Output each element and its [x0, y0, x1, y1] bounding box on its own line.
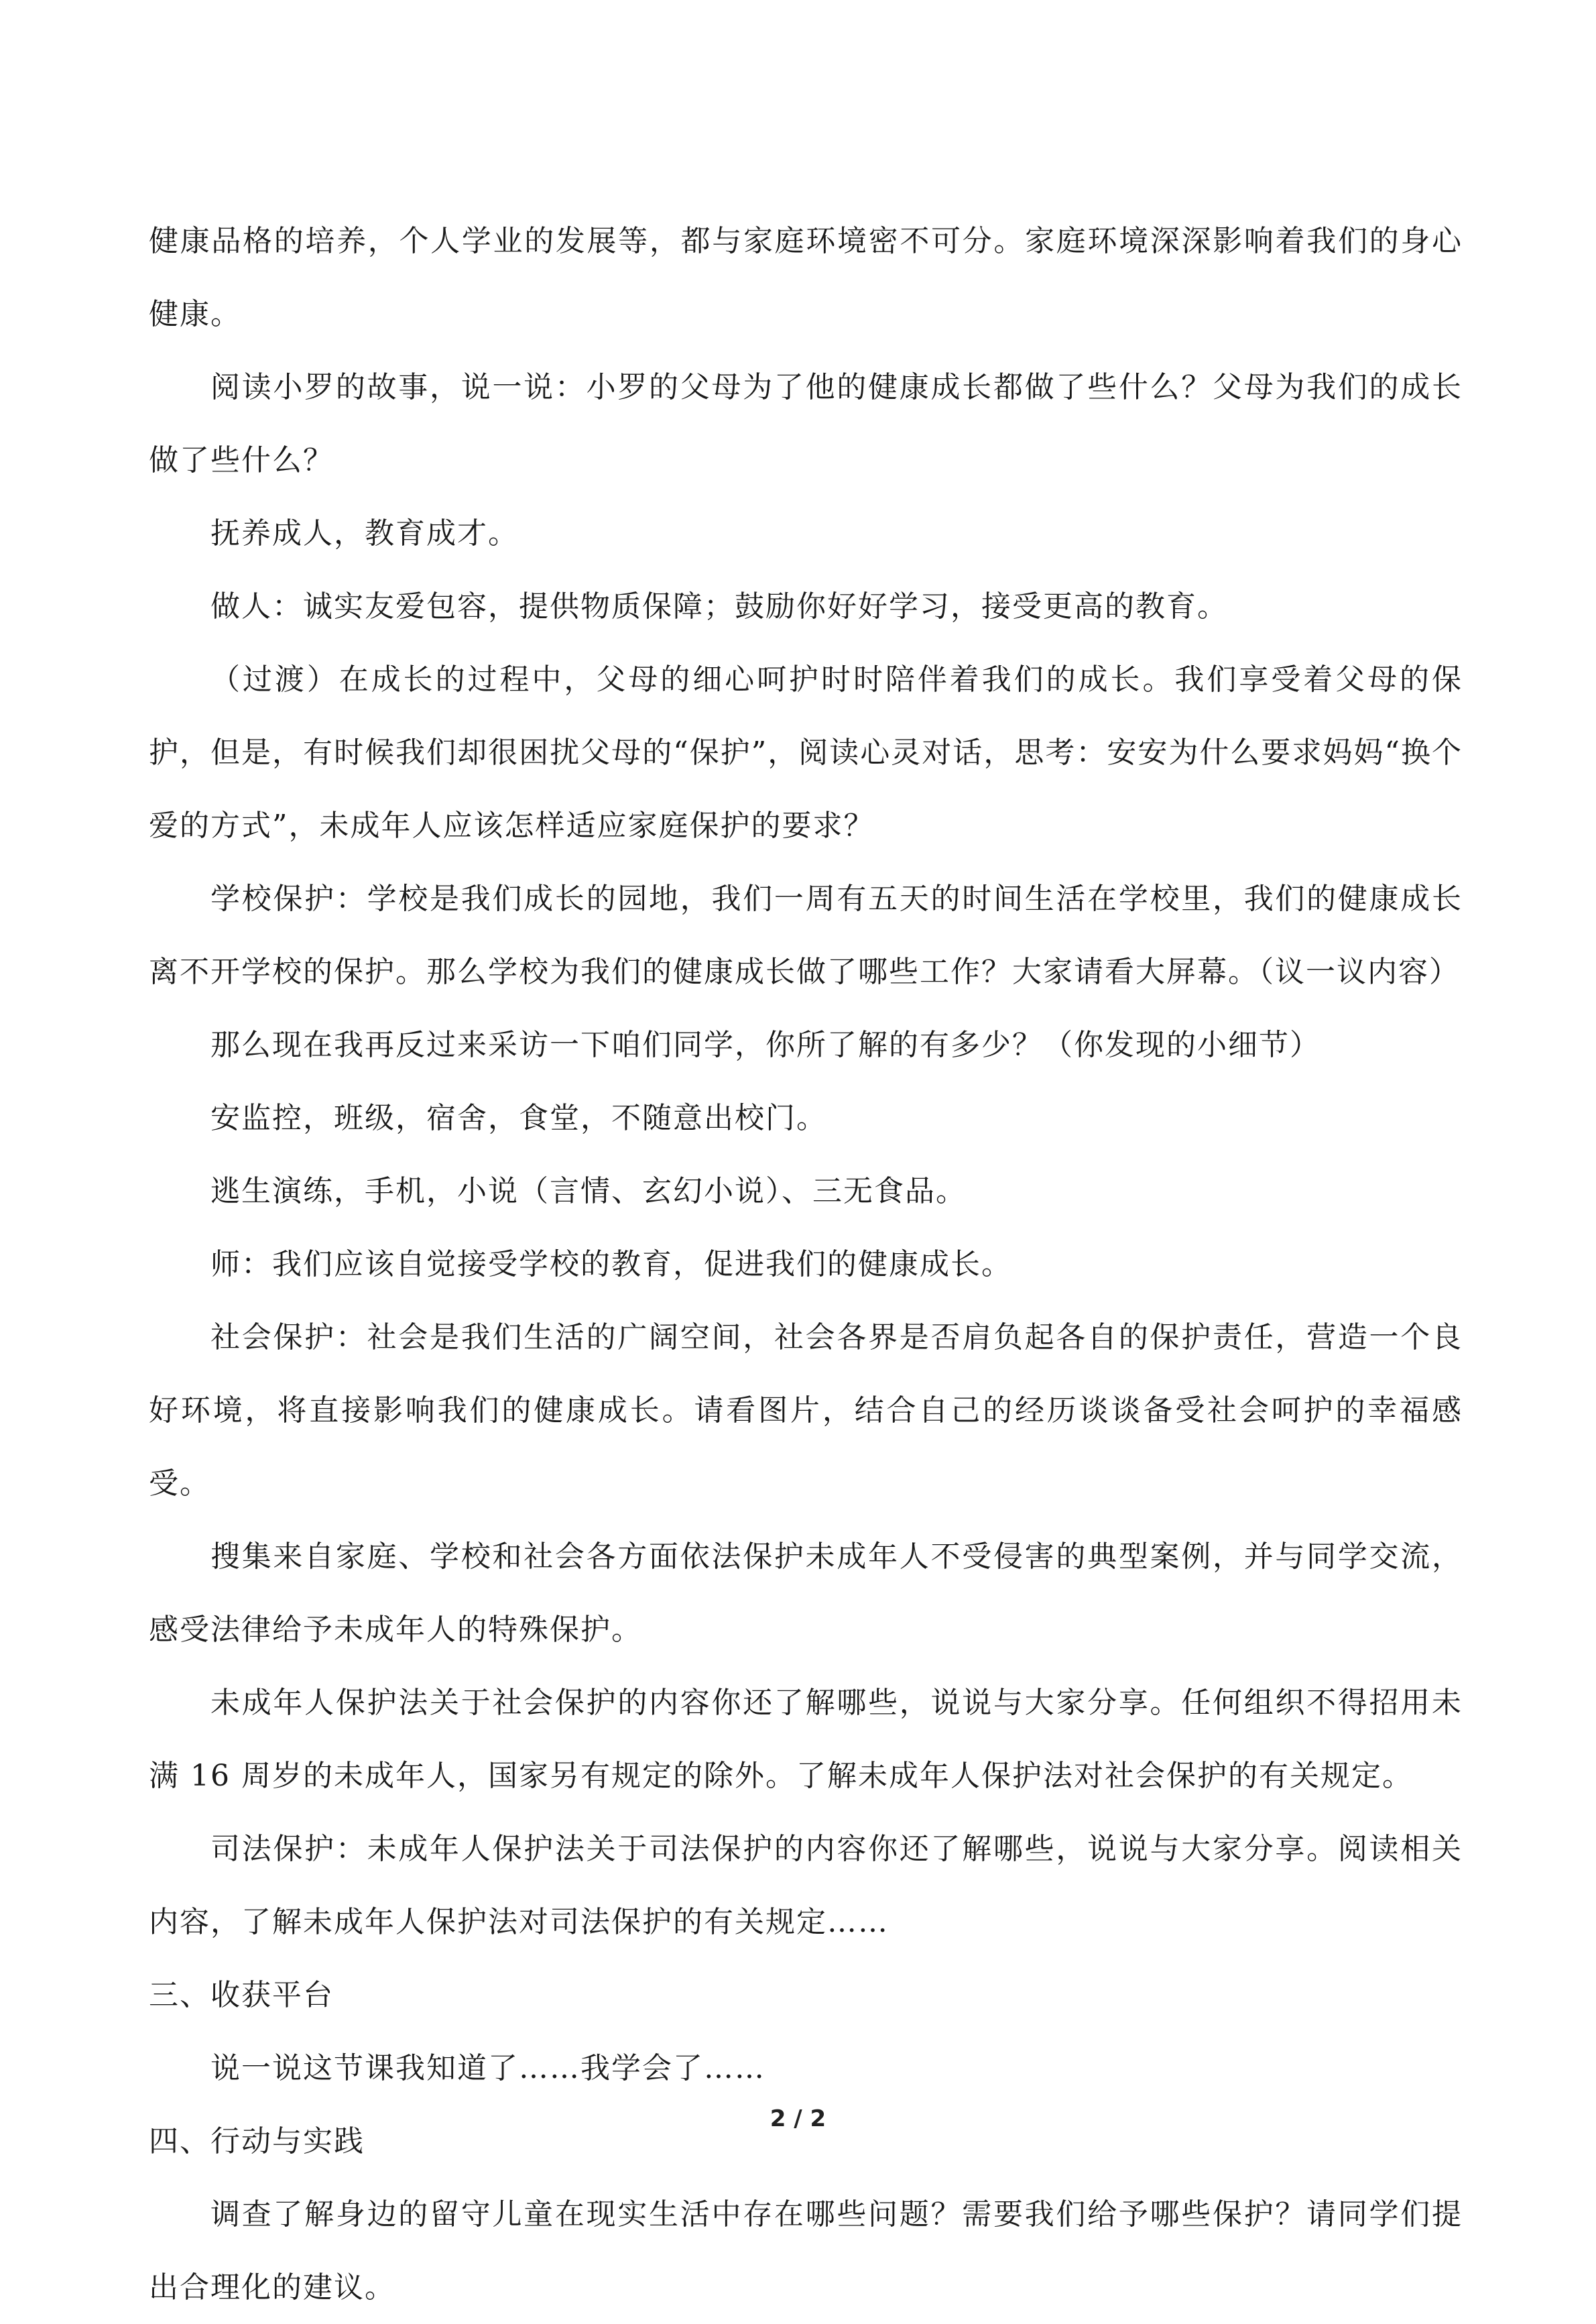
paragraph-minors-law-social: 未成年人保护法关于社会保护的内容你还了解哪些，说说与大家分享。任何组织不得招用未满 16 周岁的未成年人，国家另有规定的除外。了解未成年人保护法对社会保护的有关规定。	[149, 1686, 1463, 1793]
document-body	[149, 205, 1463, 2324]
paragraph-be-a-person: 做人：诚实友爱包容，提供物质保障；鼓励你好好学习，接受更高的教育。	[210, 589, 1228, 624]
section-heading-harvest: 三、收获平台	[149, 1978, 334, 2012]
paragraph-interview-classmates: 那么现在我再反过来采访一下咱们同学，你所了解的有多少？（你发现的小细节）	[210, 1028, 1321, 1062]
page-number: 2 / 2	[770, 2105, 826, 2132]
paragraph-social-protection: 社会保护：社会是我们生活的广阔空间，社会各界是否肩负起各自的保护责任，营造一个良好环境，将直接影响我们的健康成长。请看图片，结合自己的经历谈谈备受社会呵护的幸福感受。	[149, 1320, 1463, 1501]
section-heading-action: 四、行动与实践	[149, 2124, 365, 2158]
paragraph-teacher-summary: 师：我们应该自觉接受学校的教育，促进我们的健康成长。	[210, 1247, 1012, 1281]
paragraph-school-measures-1: 安监控，班级，宿舍，食堂，不随意出校门。	[210, 1101, 827, 1135]
paragraph-family-environment: 健康品格的培养，个人学业的发展等，都与家庭环境密不可分。家庭环境深深影响着我们的身心健康。	[149, 224, 1463, 331]
paragraph-raise-educate: 抚养成人，教育成才。	[210, 516, 519, 550]
paragraph-left-behind-children: 调查了解身边的留守儿童在现实生活中存在哪些问题？需要我们给予哪些保护？请同学们提出合理化的建议。	[149, 2197, 1463, 2305]
paragraph-collect-cases: 搜集来自家庭、学校和社会各方面依法保护未成年人不受侵害的典型案例，并与同学交流，感受法律给予未成年人的特殊保护。	[149, 1539, 1463, 1647]
paragraph-judicial-protection: 司法保护：未成年人保护法关于司法保护的内容你还了解哪些，说说与大家分享。阅读相关内容，了解未成年人保护法对司法保护的有关规定……	[149, 1832, 1463, 1939]
paragraph-what-learned: 说一说这节课我知道了……我学会了……	[210, 2051, 765, 2085]
paragraph-school-protection: 学校保护：学校是我们成长的园地，我们一周有五天的时间生活在学校里，我们的健康成长离不开学校的保护。那么学校为我们的健康成长做了哪些工作？大家请看大屏幕。（议一议内容）	[149, 882, 1463, 989]
paragraph-xiaoluo-story: 阅读小罗的故事，说一说：小罗的父母为了他的健康成长都做了些什么？父母为我们的成长做了些什么？	[149, 370, 1463, 477]
paragraph-transition: （过渡）在成长的过程中，父母的细心呵护时时陪伴着我们的成长。我们享受着父母的保护，但是，有时候我们却很困扰父母的“保护”，阅读心灵对话，思考：安安为什么要求妈妈“换个爱的方式”，未成年人应该怎样适应家庭保护的要求？	[149, 662, 1463, 843]
paragraph-school-measures-2: 逃生演练，手机，小说（言情、玄幻小说）、三无食品。	[210, 1174, 967, 1208]
